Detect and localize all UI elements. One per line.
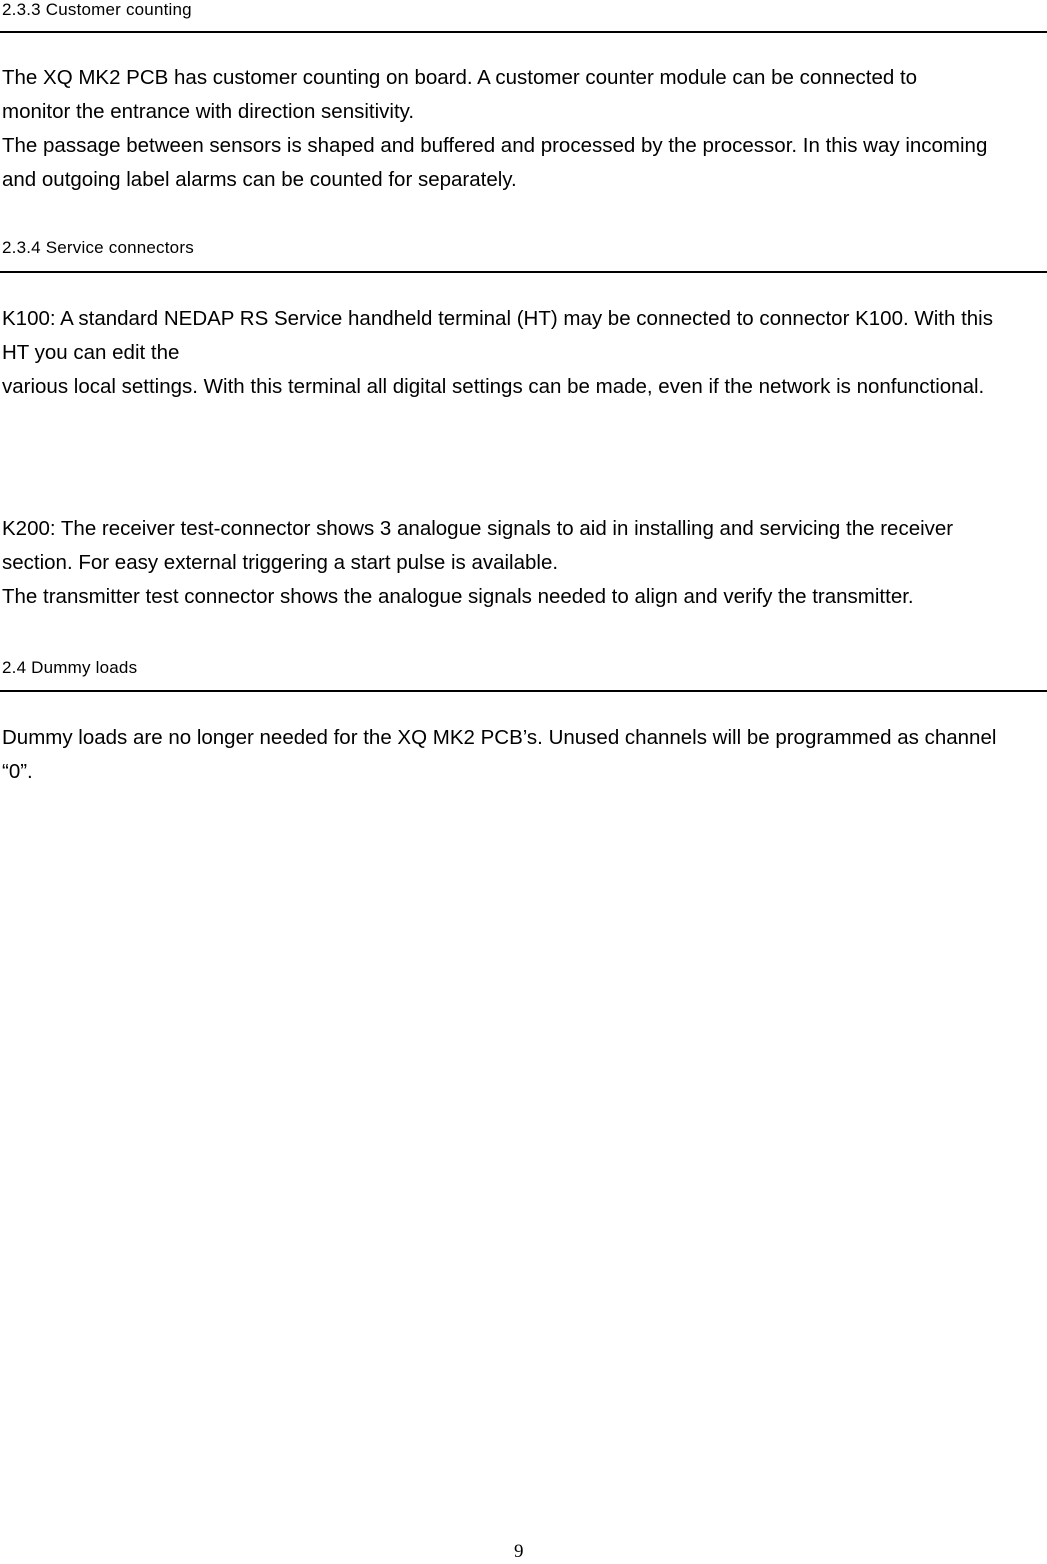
section-divider xyxy=(0,271,1047,273)
text-line: Dummy loads are no longer needed for the XQ MK2 PCB’s. Unused channels will be programmed as channel xyxy=(2,726,997,749)
paragraph-k100-terminal xyxy=(2,302,1042,370)
section-heading-dummy-loads: 2.4 Dummy loads xyxy=(2,658,138,677)
section-heading-customer-counting: 2.3.3 Customer counting xyxy=(2,0,192,19)
text-line: “0”. xyxy=(2,760,33,783)
text-line: The XQ MK2 PCB has customer counting on board. A customer counter module can be connected to xyxy=(2,66,918,89)
section-heading-service-connectors: 2.3.4 Service connectors xyxy=(2,238,194,257)
text-line: monitor the entrance with direction sensitivity. xyxy=(2,100,415,123)
section-divider xyxy=(0,690,1047,692)
text-line: The passage between sensors is shaped and buffered and processed by the processor. In this way incoming xyxy=(2,134,988,157)
paragraph-sensor-passage xyxy=(2,129,1042,197)
text-line: The transmitter test connector shows the analogue signals needed to align and verify the transmitter. xyxy=(2,585,914,608)
paragraph-customer-counter-module xyxy=(2,61,1042,129)
text-line: HT you can edit the xyxy=(2,341,180,364)
paragraph-dummy-loads xyxy=(2,721,1042,789)
section-divider xyxy=(0,31,1047,33)
page-number: 9 xyxy=(514,1541,524,1562)
text-line: K200: The receiver test-connector shows 3 analogue signals to aid in installing and servicing the receiver xyxy=(2,517,954,540)
text-line: and outgoing label alarms can be counted for separately. xyxy=(2,168,517,191)
paragraph-local-settings xyxy=(2,370,1042,404)
paragraph-k200-receiver-test xyxy=(2,512,1042,580)
text-line: section. For easy external triggering a start pulse is available. xyxy=(2,551,559,574)
text-line: various local settings. With this terminal all digital settings can be made, even if the network is nonfunctional. xyxy=(2,375,985,398)
text-line: K100: A standard NEDAP RS Service handheld terminal (HT) may be connected to connector K100. With this xyxy=(2,307,993,330)
paragraph-transmitter-test xyxy=(2,580,1042,614)
